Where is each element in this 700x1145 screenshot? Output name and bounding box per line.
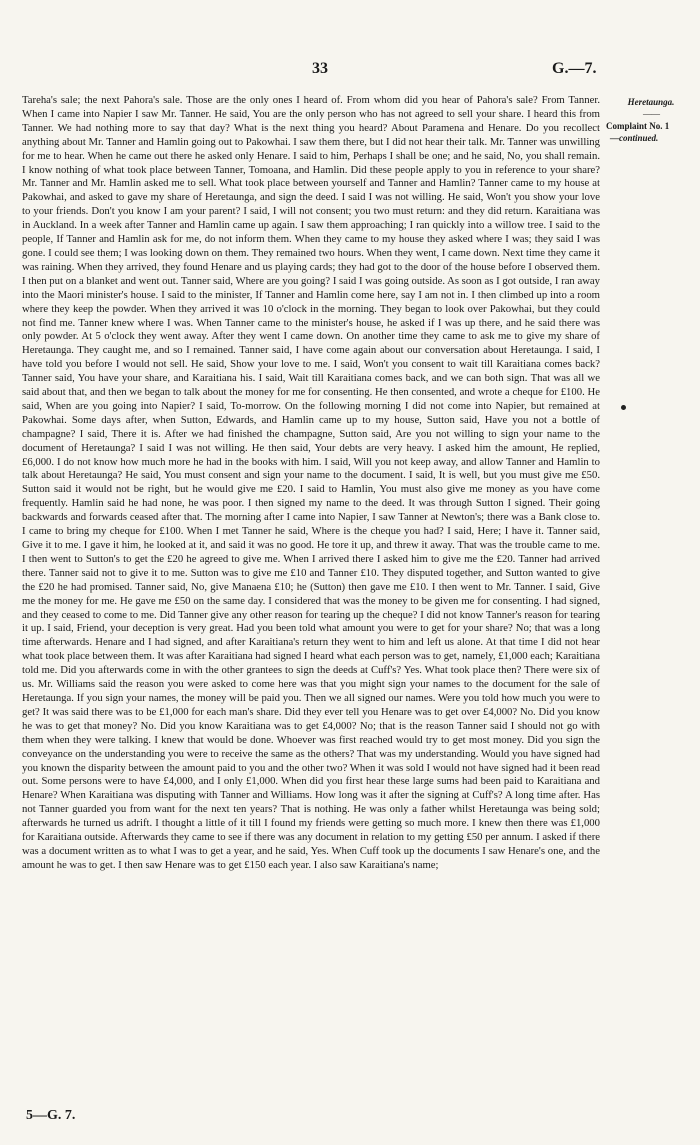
margin-note-dash: —— — [643, 109, 659, 119]
page-number: 33 — [312, 60, 328, 77]
page-header — [0, 60, 700, 80]
document-code: G.—7. — [552, 60, 597, 77]
margin-note — [606, 96, 696, 144]
margin-note-continued: —continued. — [610, 133, 659, 143]
body-paragraph: Tareha's sale; the next Pahora's sale. Those are the only ones I heard of. From whom did you hear of Pahora's sale? From Tanner. When I came into Napier I saw Mr. Tanner. He said, You are the only person who has not agreed to sell your share. I heard this from Tanner. We had nothing more to say that day? What is the next thing you heard? About Paramena and Henare. Do you recollect anything about Mr. Tanner and Hamlin going out to Pakowhai. I saw them there, but I did not hear their talk. Mr. Tanner was unwilling for me to hear. When he came out there he asked only Henare. I said to him, Perhaps I shall be one; and he said, No, you shall remain. I know nothing of what took place between Tanner, Tomoana, and Hamlin. Did these people apply to you in reference to your share? Mr. Tanner and Mr. Hamlin asked me to sell. What took place between yourself and Tanner and Hamlin? Tanner came to my house at Pakowhai, and asked to gave my share of Heretaunga, and sign the deed. I said I was not willing. He said, Won't you show your love to your friends. Don't you know I am your parent? I said, I will not consent; you two must return: and they did return. Karaitiana was in Auckland. In a week after Tanner and Hamlin came up again. I saw them approaching; I ran quickly into a willow tree. I said to the people, If Tanner and Hamlin ask for me, do not inform them. When they came to my house they asked where I was; they said I was gone. I could see them; I was looking down on them. They remained two hours. When they went, I came down. Next time they came it was raining. When they arrived, they found Henare and us playing cards; they had got to the door of the house before I observed them. I then put on a blanket and went out. Tanner said, Where are you going? I said I was going outside. As soon as I got outside, I ran away into the Maori minister's house. I said to the minister, If Tanner and Hamlin come here, say I am not in. I then climbed up into a room where they keep the powder. When they arrived it was 10 o'clock in the morning. They began to look over Pakowhai, but they could not find me. Tanner knew where I was. When Tanner came to the minister's house, he asked if I was up there, and he said there was only powder. At 5 o'clock they went away. After they went I came down. On another time they came to ask me to give my share of Heretaunga. They caught me, and so I remained. Tanner said, I have come again about our conversation about Heretaunga. I said, I have told you before I would not sell. He said, Show your love to me. I said, Won't you consent to wait till Karaitiana comes back? Tanner said, You have your share, and Karaitiana his. I said, Wait till Karaitiana comes back, and we can both sign. That was all we said about that, and then we began to talk about the money for me for consenting. He then consented, and wrote a cheque for £100. He said, When are you going into Napier? I said, To-morrow. On the following morning I did not come into Napier, but remained at Pakowhai. Some days after, when Sutton, Edwards, and Hamlin came up to my house, Sutton said, Have you not a bottle of champagne? I said, There it is. After we had finished the champagne, Sutton said, Are you not willing to sign your name to the document of Heretaunga? I said I was not willing. He then said, Your debts are very heavy. I asked him the amount, He replied, £6,000. I do not know how much more he had in the books with him. I said, Will you not keep away, and allow Tanner and Hamlin to talk about Heretaunga? He said, You must consent and sign your name to the document. I said, It is well, but you must give me £50. Sutton said it would not be right, but he would give me £20. I said to Hamlin, You must also give me money as you have come frequently. Hamlin said he had none, he was poor. I then signed my name to the deed. It was through Sutton I signed. Their going backwards and forwards ceased after that. The morning after I came into Napier, I saw Tanner at Newton's; there was a Bank close to. I came to bring my cheque for £100. When I met Tanner he said, Where is the cheque you had? I said, Here; I have it. Tanner said, Give it to me. I gave it him, he looked at it, and said it was no good. He tore it up, and threw it away. That was the trouble came to me. I then went to Sutton's to get the £20 he agreed to give me. When I arrived there I asked him to give me the £20. Tanner had arrived there. Tanner said not to give it to me. Sutton was to give me £10 and Tanner £10. They disputed together, and Sutton wanted to give the £20 he had promised. Tanner said, No, give Manaena £10; he (Sutton) then gave me £10. I then went to Mr. Tanner. I said, Give me the money for me. He gave me £50 on the same day. I considered that was the money to be given me for consenting. I had signed, and they ceased to come to me. Did Tanner give any other reason for tearing up the cheque? I did not know Tanner's reason for tearing it up. I said, Friend, your deception is very great. Had you been told what amount you were to get for your share? No; that was a long time afterwards. Henare and I had signed, and after Karaitiana's return they went to him and left us alone. At that time I did not hear what took place between them. It was after Karaitiana had signed I heard what each person was to get, namely, £1,000 each; Karaitiana told me. Did you afterwards come in with the other grantees to sign the deeds at Cuff's? Yes. What took place then? There were six of us. Mr. Williams said the reason you were asked to come here was that you might sign your names to the document for the sale of Heretaunga. If you sign your names, the money will be paid you. Then we all signed our names. Were you told how much you were to get? It was said there was to be £1,000 for each man's share. Did they ever tell you Henare was to get over £4,000? No. Did you know he was to get that money? No. Did you know Karaitiana was to get £4,000? No; that is the reason Tanner said I should not go with them when they were talking. I knew that would be done. Whoever was first reached would try to get most money. Did you sign the conveyance on the understanding you were to receive the same as the others? That was my understanding. Would you have signed had you known the disparity between the amount paid to you and the other two? When it was sold I would not have signed had it been read out. Some persons were to have £4,000, and I only £1,000. When did you first hear these large sums had been paid to Karaitiana and Henare? When Karaitiana was disputing with Tanner and Williams. How long was it after the signing at Cuff's? A long time after. Has not Tanner guarded you from want for the next ten years? That is nothing. He was only a father whilst Heretaunga was being sold; afterwards he turned us adrift. I thought a little of it till I found my friends were getting so much more. I knew then there was £1,000 for Karaitiana outside. Afterwards they came to see if there was any document in relation to my getting £50 per annum. I asked if there was a document written as to what I was to get a year, and he said, Yes. When Cuff took up the documents I saw Henare's one, and the amount he was to get. I then saw Henare was to get £150 each year. I also saw Karaitiana's name; — [22, 94, 600, 871]
margin-note-place: Heretaunga. — [627, 97, 675, 107]
margin-note-complaint: Complaint No. 1 — [606, 121, 670, 131]
body-text — [22, 94, 600, 873]
margin-dot — [621, 405, 626, 410]
printer-signature: 5—G. 7. — [26, 1108, 76, 1123]
